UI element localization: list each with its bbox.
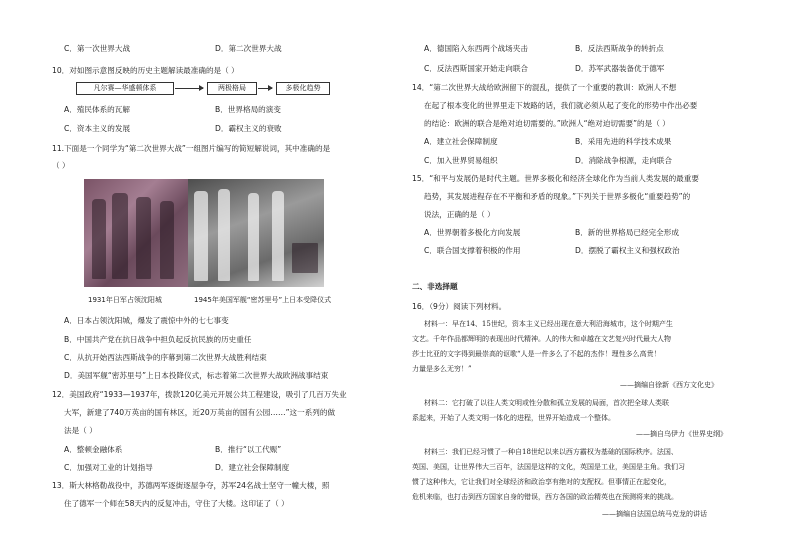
soldier-figure	[136, 197, 151, 279]
q12-stem-line3: 法是（ ）	[64, 426, 97, 435]
q15-stem-line1: 15．“和平与发展仍是时代主题。世界多极化和经济全球化作为当前人类发展的最重要	[412, 174, 699, 183]
photo-missouri-surrender-1945	[188, 179, 324, 287]
material1-line3: 莎士比亚的文字得到最崇高的讴歌“人是一件多么了不起的杰作！理性多么高贵！	[412, 350, 661, 358]
q16-stem: 16．（9分）阅读下列材料。	[412, 302, 507, 311]
q15-option-c[interactable]: C．联合国支撑着积极的作用	[424, 246, 521, 255]
q11-stem-line2: （ ）	[52, 161, 70, 170]
flow-box-3: 多极化趋势	[276, 82, 330, 95]
q12-stem-line1: 12．美国政府“1933—1937年，拨款120亿美元开展公共工程建设，吸引了几百万失业	[52, 390, 347, 399]
soldier-figure	[112, 193, 128, 279]
q13-option-d[interactable]: D．苏军武器装备优于德军	[575, 64, 665, 73]
material1-line4: 力量是多么无穷！”	[412, 365, 472, 373]
q10-option-a[interactable]: A．殖民体系的瓦解	[64, 105, 130, 114]
officer-figure	[218, 189, 230, 281]
photo-shenyang-1931	[84, 179, 188, 287]
q9-option-c[interactable]: C．第一次世界大战	[64, 44, 131, 53]
q14-stem-line3: 的结论：欧洲的联合是绝对迫切需要的。”欧洲人“绝对迫切需要”的是（ ）	[424, 119, 670, 128]
q11-option-d[interactable]: D．美国军舰“密苏里号”上日本投降仪式，标志着第二次世界大战欧洲战事结束	[64, 371, 329, 380]
officer-figure	[272, 191, 284, 281]
q9-option-d[interactable]: D．第二次世界大战	[215, 44, 282, 53]
material1-line1: 材料一：早在14、15世纪，资本主义已经出现在意大利沿海城市，这个时期产生	[424, 320, 673, 328]
q12-option-b[interactable]: B．推行“以工代赈”	[215, 445, 282, 454]
soldier-figure	[92, 199, 106, 279]
flow-arrow-1	[175, 88, 203, 89]
q14-option-d[interactable]: D．消除战争根源，走向联合	[575, 156, 672, 165]
q11-option-c[interactable]: C．从抗开始西法西斯战争的序幕到第二次世界大战胜利结束	[64, 353, 267, 362]
q13-option-a[interactable]: A．德国陷入东西两个战场夹击	[424, 44, 528, 53]
material3-line4: 危机来临，也打击到西方国家自身的错误，西方各国的政治精英也在预测将来的挑战。	[412, 493, 678, 501]
q10-option-b[interactable]: B．世界格局的演变	[215, 105, 281, 114]
q15-stem-line3: 说法，正确的是（ ）	[424, 210, 495, 219]
soldier-figure	[160, 201, 174, 279]
q12-option-d[interactable]: D．建立社会保障制度	[215, 463, 290, 472]
q10-stem: 10．对如图示意图反映的历史主题解读最准确的是（ ）	[52, 66, 239, 75]
material2-line2: 系起来，开始了人类文明一体化的进程，世界开始造成一个整体。	[412, 414, 615, 422]
material3-line1: 材料三：我们已经习惯了一种自18世纪以来以西方霸权为基础的国际秩序。法国、	[424, 448, 678, 456]
section-heading: 二、非选择题	[412, 282, 458, 291]
material3-line2: 英国、美国，让世界伟大三百年，法国是这样的文化，英国是工业，美国是主角。我们习	[412, 463, 685, 471]
q10-option-c[interactable]: C．资本主义的发展	[64, 124, 131, 133]
photo-caption-1: 1931年日军占领沈阳城	[88, 296, 162, 304]
q13-option-b[interactable]: B．反法西斯战争的转折点	[575, 44, 664, 53]
photo-caption-2: 1945年美国军舰“密苏里号”上日本受降仪式	[194, 296, 332, 304]
material2-source: ——摘自乌伊力《世界史纲》	[636, 430, 727, 438]
q11-stem-line1: 11.下面是一个同学为“第二次世界大战”一组图片编写的简短解说词，其中准确的是	[52, 144, 331, 153]
q14-option-b[interactable]: B．采用先进的科学技术成果	[575, 137, 672, 146]
q13-stem-line1: 13．斯大林格勒战役中，苏德两军逐街逐屋争夺，苏军24名战士坚守一幢大楼，照	[52, 481, 330, 490]
q13-option-c[interactable]: C．反法西斯国家开始走向联合	[424, 64, 529, 73]
q14-stem-line2: 在起了根本变化的世界里走下坡路的话，我们就必须从起了变化的形势中作出必要	[424, 101, 698, 110]
officer-figure	[248, 193, 259, 281]
q15-stem-line2: 趋势，其发展进程存在不平衡和矛盾的现象。”下列关于世界多极化“重要趋势”的	[424, 192, 691, 201]
q15-option-b[interactable]: B．新的世界格局已经完全形成	[575, 228, 679, 237]
right-column	[412, 0, 748, 560]
q15-option-a[interactable]: A．世界朝着多极化方向发展	[424, 228, 521, 237]
flow-box-1: 凡尔赛—华盛顿体系	[76, 82, 174, 95]
material3-source: ——摘编自法国总统马克龙的讲话	[602, 510, 707, 518]
q11-option-b[interactable]: B．中国共产党在抗日战争中担负起反抗民族的历史重任	[64, 335, 252, 344]
q12-option-c[interactable]: C．加强对工业的计划指导	[64, 463, 153, 472]
q10-option-d[interactable]: D．霸权主义的衰败	[215, 124, 282, 133]
q12-stem-line2: 大军，新建了740万英亩的国有林区，近20万英亩的国有公园……”这一系列的做	[64, 408, 336, 417]
q14-option-a[interactable]: A．建立社会保障制度	[424, 137, 498, 146]
material1-line2: 文艺。千年作品都辉明的表现出时代精神。人的伟大和卓越在文艺复兴时代最大人物	[412, 335, 671, 343]
q13-stem-line2: 住了德军一个师在58天内的反复冲击，守住了大楼。这印证了（ ）	[64, 499, 289, 508]
q15-option-d[interactable]: D．摆脱了霸权主义和强权政治	[575, 246, 680, 255]
q14-option-c[interactable]: C．加入世界贸易组织	[424, 156, 498, 165]
flow-box-2: 两极格局	[207, 82, 257, 95]
flow-arrow-2	[258, 88, 272, 89]
q14-stem-line1: 14．“第二次世界大战给欧洲留下的混乱，提供了一个重要的教训：欧洲人不想	[412, 83, 677, 92]
material1-source: ——摘编自徐新《西方文化史》	[620, 381, 718, 389]
material3-line3: 惯了这种伟大，它让我们对全球经济和政治享有绝对的支配权。但事情正在起变化，	[412, 478, 671, 486]
material2-line1: 材料二：它打破了以往人类文明或性分散和孤立发展的局面，首次把全球人类联	[424, 399, 669, 407]
officer-figure	[194, 191, 208, 281]
q11-option-a[interactable]: A．日本占领沈阳城，爆发了震惊中外的七七事变	[64, 316, 229, 325]
signing-table	[292, 243, 318, 273]
left-column	[52, 0, 388, 560]
q12-option-a[interactable]: A．整顿金融体系	[64, 445, 123, 454]
